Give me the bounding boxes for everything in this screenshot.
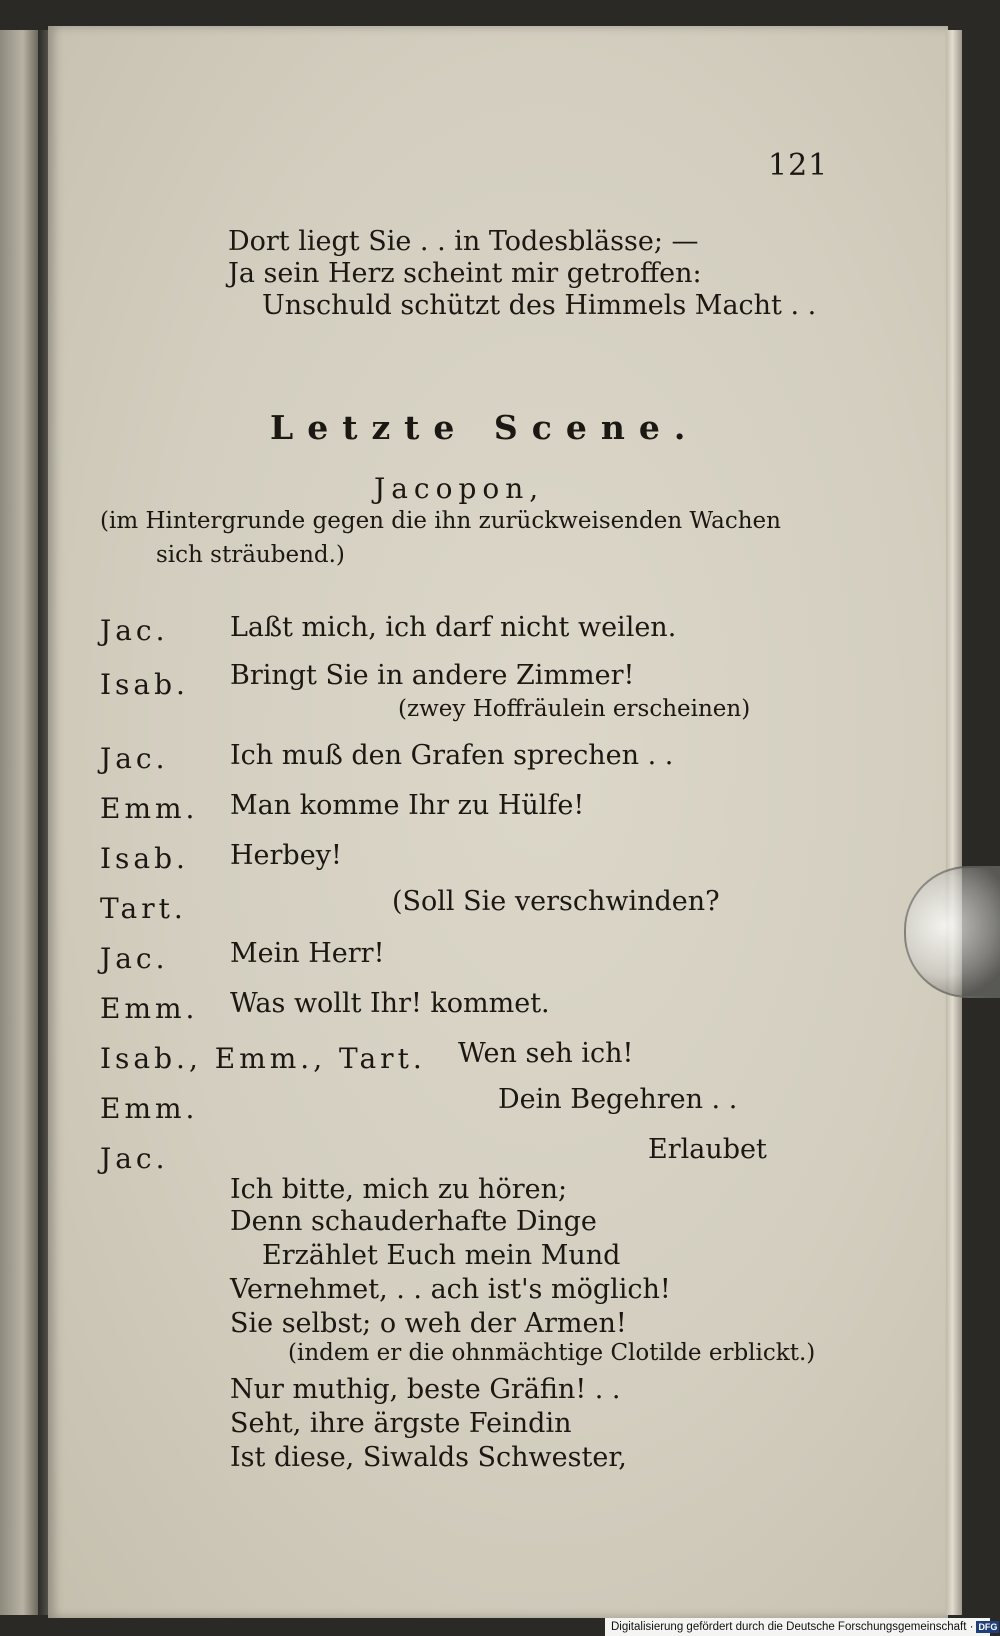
dialogue-line: Ich muß den Grafen sprechen . . (230, 740, 674, 771)
dialogue-line: Bringt Sie in andere Zimmer! (230, 660, 635, 691)
dialogue-line: Dein Begehren . . (498, 1084, 738, 1115)
verse-line: Vernehmet, . . ach ist's möglich! (230, 1274, 671, 1305)
verse-line: Erzählet Euch mein Mund (262, 1240, 621, 1271)
scene-character: Jacopon, (374, 472, 545, 505)
speaker-label: Emm. (100, 1092, 199, 1125)
dialogue-line: Laßt mich, ich darf nicht weilen. (230, 612, 677, 643)
verse-line: Dort liegt Sie . . in Todesblässe; — (228, 226, 699, 257)
dialogue-line: Wen seh ich! (458, 1038, 634, 1069)
dfg-logo: DFG (978, 1622, 998, 1632)
dialogue-line: Was wollt Ihr! kommet. (230, 988, 550, 1019)
verse-line: Denn schauderhafte Dinge (230, 1206, 597, 1237)
speaker-label: Jac. (100, 1142, 169, 1175)
dialogue-line: Herbey! (230, 840, 342, 871)
dialogue-line: (Soll Sie verschwinden? (392, 886, 720, 917)
verse-line: Nur muthig, beste Gräfin! . . (230, 1374, 621, 1405)
page-stack-edge (946, 30, 962, 1615)
stage-direction: (indem er die ohnmächtige Clotilde erblickt.) (288, 1340, 816, 1366)
credit-text: Digitalisierung gefördert durch die Deutsche Forschungsgemeinschaft · (611, 1621, 974, 1633)
scene-heading: Letzte Scene. (270, 408, 700, 447)
speaker-label: Jac. (100, 614, 169, 647)
digitization-credit (605, 1618, 998, 1636)
dialogue-line: Man komme Ihr zu Hülfe! (230, 790, 585, 821)
speaker-label: Emm. (100, 992, 199, 1025)
dialogue-line: Erlaubet (648, 1134, 767, 1165)
speaker-label: Isab., Emm., Tart. (100, 1042, 426, 1075)
speaker-label: Jac. (100, 742, 169, 775)
verse-line: Ist diese, Siwalds Schwester, (230, 1442, 627, 1473)
facing-page-edge (0, 30, 38, 1615)
verse-line: Sie selbst; o weh der Armen! (230, 1308, 627, 1339)
page-number: 121 (768, 148, 829, 183)
dialogue-line: Mein Herr! (230, 938, 385, 969)
verse-line: Ich bitte, mich zu hören; (230, 1174, 568, 1205)
verse-line: Ja sein Herz scheint mir getroffen: (228, 258, 702, 289)
speaker-label: Tart. (100, 892, 187, 925)
speaker-label: Isab. (100, 668, 189, 701)
stage-direction: (zwey Hoffräulein erscheinen) (398, 696, 751, 722)
stage-direction: (im Hintergrunde gegen die ihn zurückweisenden Wachen (100, 508, 781, 534)
verse-line: Unschuld schützt des Himmels Macht . . (262, 290, 817, 321)
speaker-label: Jac. (100, 942, 169, 975)
verse-line: Seht, ihre ärgste Feindin (230, 1408, 572, 1439)
speaker-label: Emm. (100, 792, 199, 825)
stage-direction: sich sträubend.) (156, 542, 345, 568)
speaker-label: Isab. (100, 842, 189, 875)
